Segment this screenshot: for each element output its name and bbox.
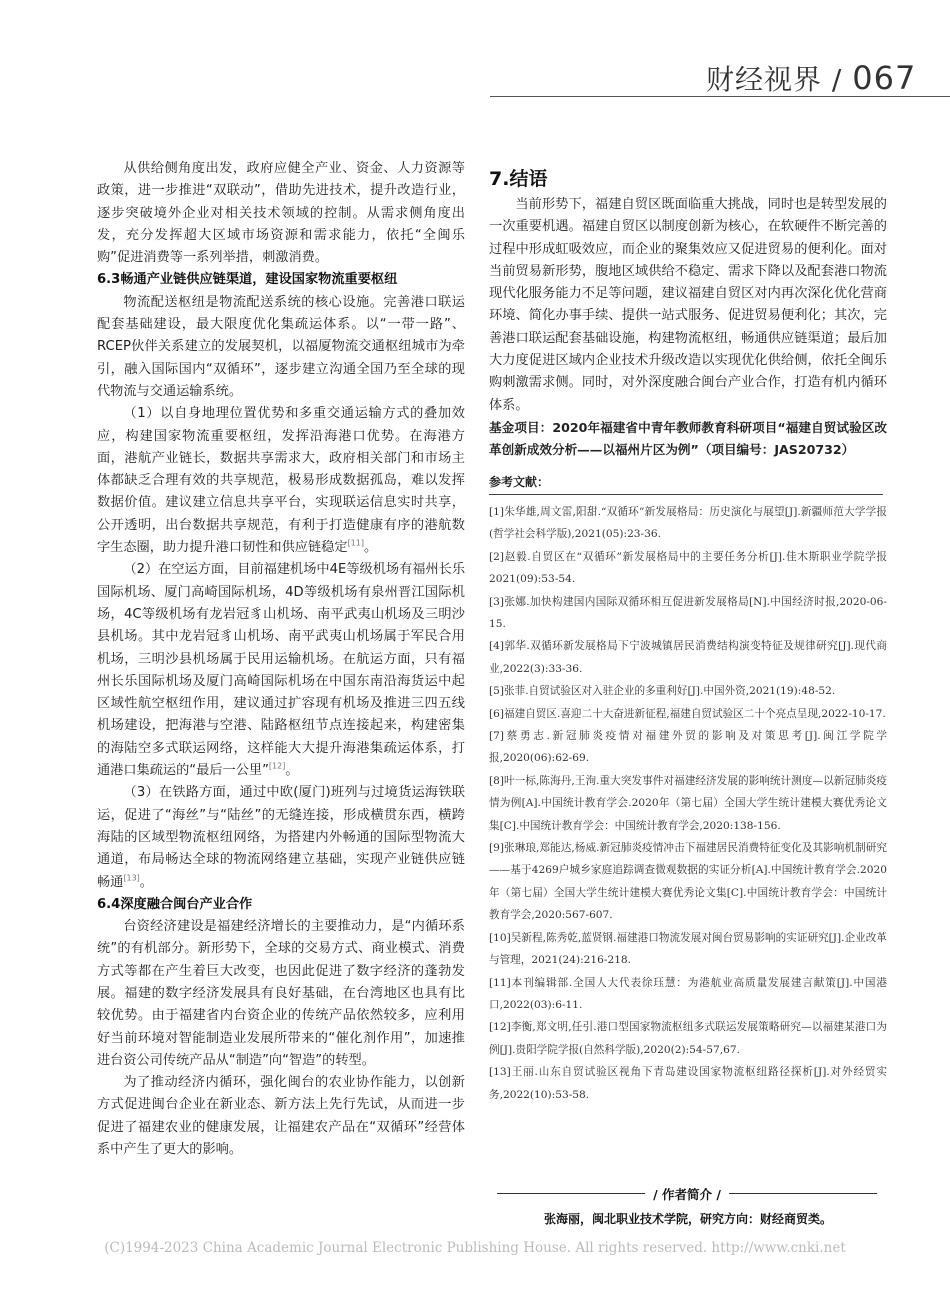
right-column: [489, 166, 887, 1246]
reference-item: [3]张娜.加快构建国内国际双循环相互促进新发展格局[N].中国经济时报,2020-06-15.: [489, 595, 887, 630]
divider: [497, 1193, 645, 1194]
reference-item: [8]叶一标,陈海丹,王洵.重大突发事件对福建经济发展的影响统计测度—以新冠肺炎疫情为例[A].中国统计教育学会.2020年（第七届）全国大学生统计建模大赛优秀论文集[C].中国统计教育学会：中国统计教育学会,2020:138-156.: [489, 774, 887, 832]
references-heading: 参考文献：: [489, 473, 883, 495]
citation-link[interactable]: [11]: [347, 538, 364, 548]
section-heading-6-4: 6.4深度融合闽台产业合作: [97, 896, 253, 912]
paragraph: 从供给侧角度出发，政府应健全产业、资金、人力资源等政策，进一步推进“双联动”，借助先进技术，提升改造行业，逐步突破境外企业对相关技术领域的控制。从需求侧角度出发，充分发挥超大区域市场资源和需求能力，依托“全闽乐购”促进消费等一系列举措，刺激消费。: [97, 161, 465, 266]
reference-item: [12]李衡,郑文明,任引.港口型国家物流枢纽多式联运发展策略研究—以福建某港口为例[J].贵阳学院学报(自然科学版),2020(2):54-57,67.: [489, 1021, 887, 1056]
page-number: 067: [852, 59, 917, 97]
paragraph: 当前形势下，福建自贸区既面临重大挑战，同时也是转型发展的一次重要机遇。福建自贸区以制度创新为核心，在软硬件不断完善的过程中形成虹吸效应，而企业的聚集效应又促进贸易的便利化。面对当前贸易新形势，腹地区域供给不稳定、需求下降以及配套港口物流现代化服务能力不足等问题，建议福建自贸区对内再次深化优化营商环境、简化办事手续、提供一站式服务、促进贸易便利化；其次，完善港口联运配套基础设施，构建物流枢纽，畅通供应链渠道；最后加大力度促进区域内企业技术升级改造以实现优化供给侧，依托全闽乐购刺激需求侧。同时，对外深度融合闽台产业合作，打造有机内循环体系。: [489, 197, 887, 413]
paragraph-end: 。: [285, 763, 299, 779]
paragraph-text: （2）在空运方面，目前福建机场中4E等级机场有福州长乐国际机场、厦门高崎国际机场，4D等级机场有泉州晋江国际机场，4C等级机场有龙岩冠豸山机场、南平武夷山机场及三明沙县机场。其中龙岩冠豸山机场、南平武夷山机场属于军民合用机场，三明沙县机场属于民用运输机场。在航运方面，只有福州长乐国际机场及厦门高崎国际机场在中国东南沿海货运中起区域性航空枢纽作用，建议通过扩容现有机场及推进三四五线机场建设，把海港与空港、陆路枢纽节点连接起来，构建密集的海陆空多式联运网络，这样能大大提升海港集疏运体系，打通港口集疏运的“最后一公里”: [97, 562, 465, 779]
reference-item: [1]朱华雄,周文雷,阳甜.“双循环”新发展格局：历史演化与展望[J].新疆师范大学学报(哲学社会科学版),2021(05):23-36.: [489, 505, 887, 541]
reference-item: [4]郭华.双循环新发展格局下宁波城镇居民消费结构演变特征及规律研究[J].现代商业,2022(3):33-36.: [489, 640, 887, 675]
paragraph: 台资经济建设是福建经济增长的主要推动力，是“内循环系统”的有机部分。新形势下，全球的交易方式、商业模式、消费方式等都在产生着巨大改变，也因此促进了数字经济的蓬勃发展。福建的数字经济发展具有良好基础，在台湾地区也具有比较优势。由于福建省内台资企业的传统产品依然较多，应利用好当前环境对智能制造业发展所带来的“催化剂作用”，加速推进台资公司传统产品从“制造”向“智造”的转型。: [97, 919, 465, 1068]
reference-item: [5]张菲.自贸试验区对入驻企业的多重利好[J].中国外资,2021(19):48-52.: [489, 685, 836, 698]
paragraph-text: （1）以自身地理位置优势和多重交通运输方式的叠加效应，构建国家物流重要枢纽，发挥沿海港口优势。在海港方面，港航产业链长，数据共享需求大，政府相关部门和市场主体都缺乏合理有效的共享规范，极易形成数据孤岛，难以发挥数据价值。建议建立信息共享平台，实现联运信息实时共享，公开透明，出台数据共享规范，有利于打造健康有序的港航数字生态圈，助力提升港口韧性和供应链稳定: [97, 406, 465, 556]
copyright-watermark: (C)1994-2023 China Academic Journal Electronic Publishing House. All rights reserved. http://www.cnki.net: [104, 1240, 846, 1256]
author-bio-text: 张海丽，闽北职业技术学院，研究方向：财经商贸类。: [543, 1212, 832, 1226]
journal-title: 财经视界 /: [706, 63, 853, 96]
paragraph: 为了推动经济内循环，强化闽台的农业协作能力，以创新方式促进闽台企业在新业态、新方法上先行先试，从而进一步促进了福建农业的健康发展，让福建农产品在“双循环”经营体系中产生了更大的影响。: [97, 1075, 465, 1158]
author-bio-title: / 作者简介 /: [653, 1187, 721, 1202]
reference-item: [9]张琳琅,郑能达,杨威.新冠肺炎疫情冲击下福建居民消费特征变化及其影响机制研究——基于4269户城乡家庭追踪调查微观数据的实证分析[A].中国统计教育学会.2020年（第七届）全国大学生统计建模大赛优秀论文集[C].中国统计教育学会：中国统计教育学会,2020:567-607.: [489, 842, 887, 922]
paragraph: [97, 782, 465, 893]
paragraph-end: 。: [139, 874, 153, 890]
journal-header: [706, 58, 916, 98]
reference-item: [13]王丽.山东自贸试验区视角下青岛建设国家物流枢纽路径探析[J].对外经贸实务,2022(10):53-58.: [489, 1066, 887, 1101]
reference-item: [7]蔡勇志.新冠肺炎疫情对福建外贸的影响及对策思考[J].闽江学院学报,2020(06):62-69.: [489, 730, 887, 765]
citation-link[interactable]: [13]: [123, 873, 140, 883]
reference-item: [2]赵毅.自贸区在“双循环”新发展格局中的主要任务分析[J].佳木斯职业学院学报2021(09):53-54.: [489, 550, 887, 586]
references-list: [489, 501, 887, 1106]
paragraph-end: 。: [363, 540, 378, 556]
reference-item: [6]福建自贸区.喜迎二十大奋进新征程,福建自贸试验区二十个亮点呈现,2022-10-17.: [489, 707, 886, 720]
fund-note: 基金项目：2020年福建省中青年教师教育科研项目“福建自贸试验区改革创新成效分析——以福州片区为例”（项目编号：JAS20732）: [489, 419, 887, 457]
left-column: [97, 158, 465, 1198]
author-bio-header: [497, 1185, 873, 1201]
paragraph: [97, 403, 465, 559]
section-heading-7: 7.结语: [489, 168, 548, 190]
paragraph: [97, 559, 465, 782]
divider: [729, 1193, 877, 1194]
paragraph: 物流配送枢纽是物流配送系统的核心设施。完善港口联运配套基础建设，最大限度优化集疏运体系。以“一带一路”、RCEP伙伴关系建立的发展契机，以福厦物流交通枢纽城市为牵引，融入国际国内“双循环”，逐步建立沟通全国乃至全球的现代物流与交通运输系统。: [97, 294, 465, 399]
reference-item: [10]吴新程,陈秀乾,蓝贤钢.福建港口物流发展对闽台贸易影响的实证研究[J].企业改革与管理，2021(24):216-218.: [489, 931, 887, 967]
paragraph-text: （3）在铁路方面，通过中欧(厦门)班列与过境货运海铁联运，促进了“海丝”与“陆丝”的无缝连接，形成横贯东西，横跨海陆的区域型物流枢纽网络，为搭建内外畅通的国际型物流大通道，布局畅达全球的物流网络建立基础，实现产业链供应链畅通: [97, 785, 465, 890]
citation-link[interactable]: [12]: [268, 761, 286, 771]
reference-item: [11]本刊编辑部.全国人大代表徐珏慧：为港航业高质量发展建言献策[J].中国港口,2022(03):6-11.: [489, 976, 887, 1011]
section-heading-6-3: 6.3畅通产业链供应链渠道，建设国家物流重要枢纽: [97, 272, 398, 288]
